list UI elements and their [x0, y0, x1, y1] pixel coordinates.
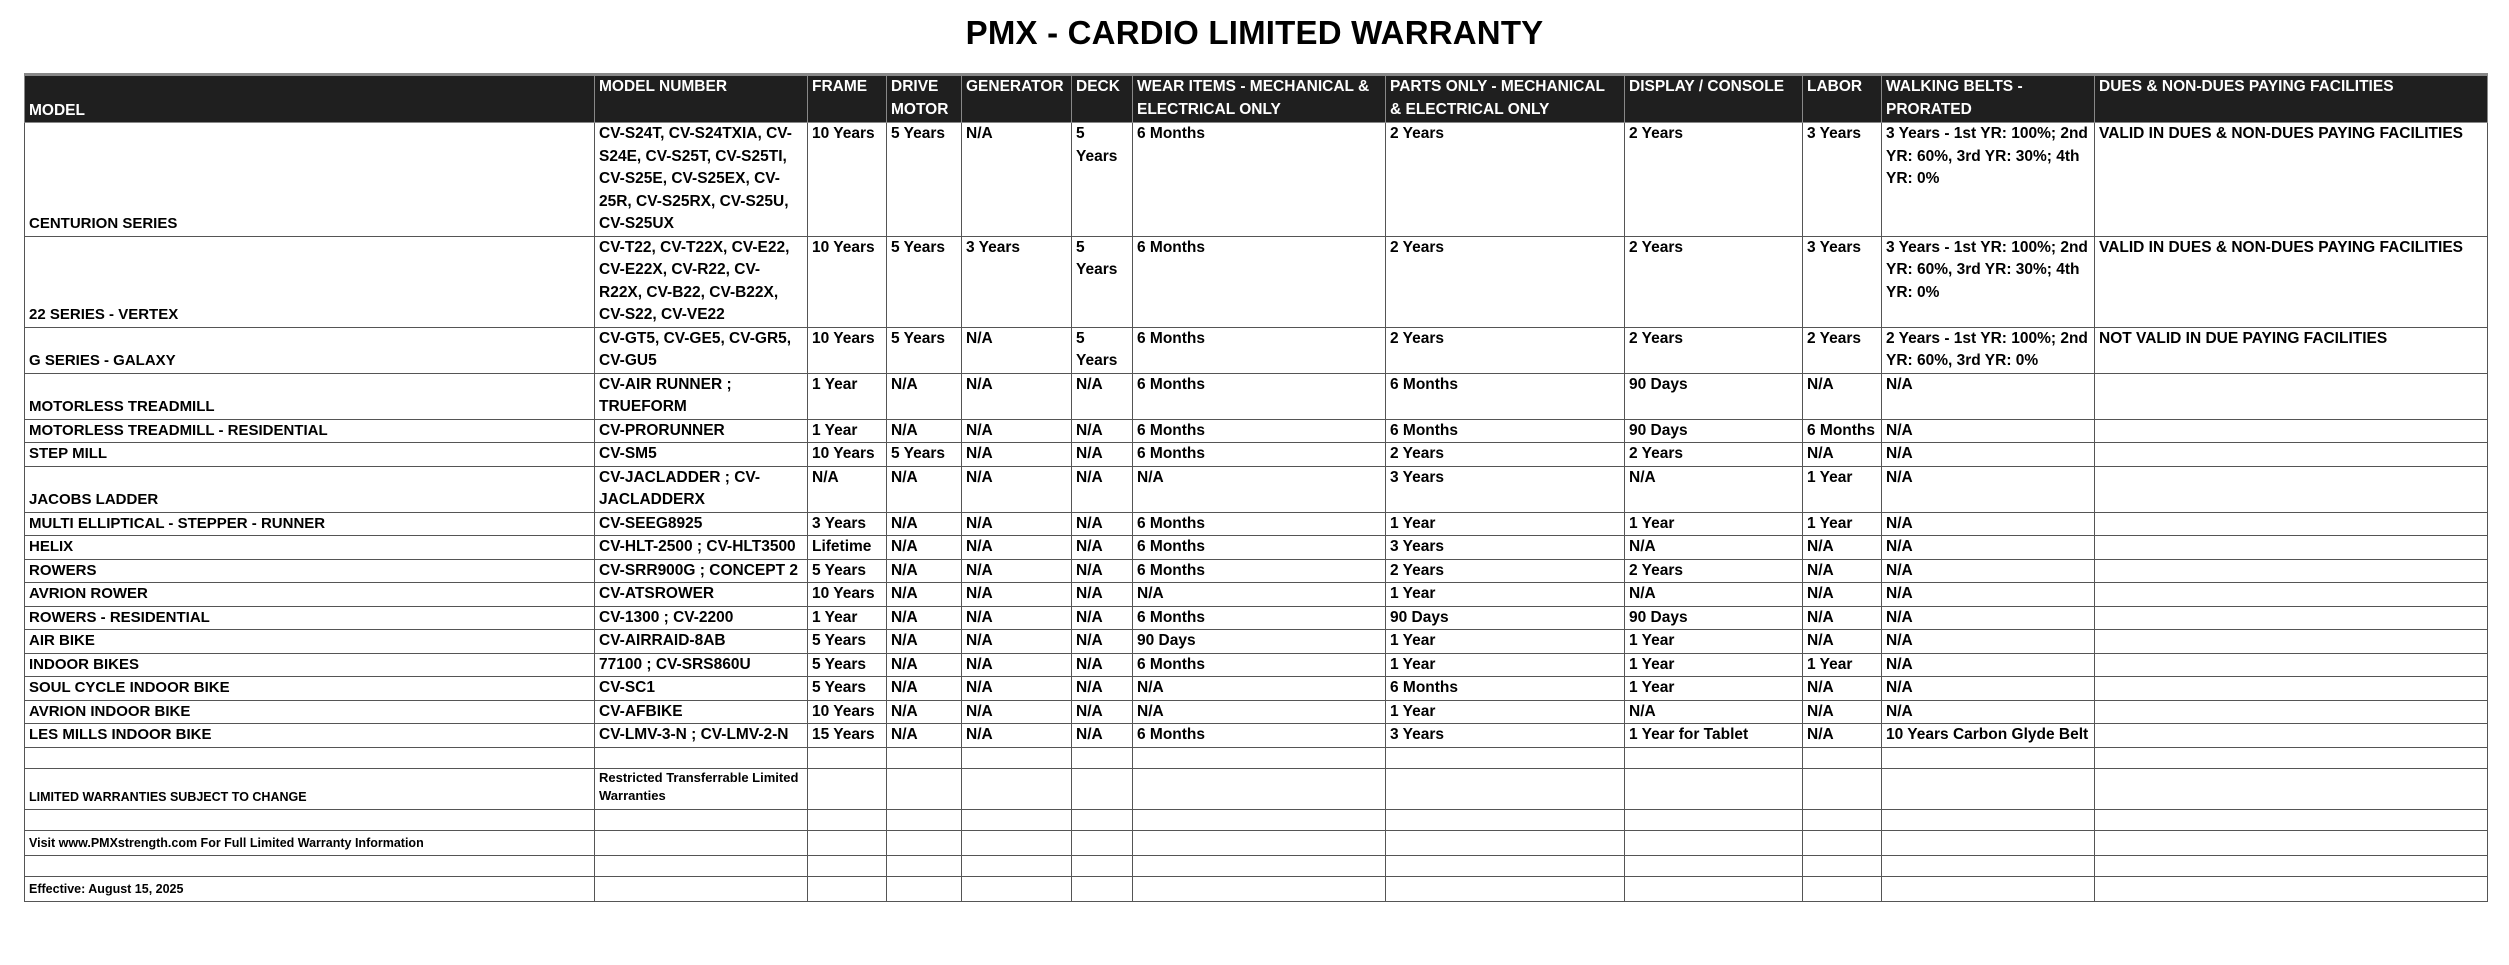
cell-deck: N/A: [1072, 724, 1133, 748]
cell-generator: N/A: [962, 123, 1072, 237]
cell-model: ROWERS: [25, 559, 595, 583]
header-drive-motor: DRIVE MOTOR: [887, 75, 962, 123]
cell-drive-motor: N/A: [887, 700, 962, 724]
cell-parts-only: 1 Year: [1386, 700, 1625, 724]
cell-walking-belts: N/A: [1882, 630, 2095, 654]
cell-parts-only: 90 Days: [1386, 606, 1625, 630]
cell-deck: 5 Years: [1072, 236, 1133, 327]
cell-dues: [2095, 443, 2488, 467]
cell-walking-belts: 2 Years - 1st YR: 100%; 2nd YR: 60%, 3rd YR: 0%: [1882, 327, 2095, 373]
table-row: [25, 724, 2488, 748]
table-row: [25, 606, 2488, 630]
cell-frame: 1 Year: [808, 606, 887, 630]
cell-dues: [2095, 606, 2488, 630]
cell-frame: N/A: [808, 466, 887, 512]
cell-generator: N/A: [962, 653, 1072, 677]
cell-model-number: CV-JACLADDER ; CV-JACLADDERX: [595, 466, 808, 512]
cell-drive-motor: N/A: [887, 466, 962, 512]
cell-frame: 3 Years: [808, 512, 887, 536]
cell-wear-items: N/A: [1133, 677, 1386, 701]
cell-labor: N/A: [1803, 583, 1882, 607]
cell-model: MOTORLESS TREADMILL - RESIDENTIAL: [25, 419, 595, 443]
cell-walking-belts: N/A: [1882, 606, 2095, 630]
cell-drive-motor: N/A: [887, 536, 962, 560]
cell-model-number: CV-S24T, CV-S24TXIA, CV-S24E, CV-S25T, CV-S25TI, CV-S25E, CV-S25EX, CV-25R, CV-S25RX, CV-S25U, CV-S25UX: [595, 123, 808, 237]
cell-frame: 5 Years: [808, 559, 887, 583]
header-wear-items: WEAR ITEMS - MECHANICAL & ELECTRICAL ONLY: [1133, 75, 1386, 123]
cell-walking-belts: N/A: [1882, 700, 2095, 724]
cell-wear-items: 6 Months: [1133, 443, 1386, 467]
cell-drive-motor: N/A: [887, 724, 962, 748]
footer-row-visit: [25, 830, 2488, 855]
cell-frame: 10 Years: [808, 123, 887, 237]
cell-display-console: 2 Years: [1625, 559, 1803, 583]
cell-wear-items: N/A: [1133, 583, 1386, 607]
footer-row-effective: [25, 876, 2488, 901]
cell-deck: N/A: [1072, 583, 1133, 607]
table-row: [25, 443, 2488, 467]
cell-wear-items: 6 Months: [1133, 419, 1386, 443]
cell-model: JACOBS LADDER: [25, 466, 595, 512]
cell-wear-items: 6 Months: [1133, 123, 1386, 237]
cell-deck: N/A: [1072, 443, 1133, 467]
cell-frame: 5 Years: [808, 630, 887, 654]
cell-drive-motor: N/A: [887, 583, 962, 607]
cell-deck: N/A: [1072, 373, 1133, 419]
cell-display-console: 90 Days: [1625, 419, 1803, 443]
cell-wear-items: 6 Months: [1133, 373, 1386, 419]
header-dues: DUES & NON-DUES PAYING FACILITIES: [2095, 75, 2488, 123]
cell-parts-only: 1 Year: [1386, 653, 1625, 677]
cell-model: G SERIES - GALAXY: [25, 327, 595, 373]
cell-wear-items: N/A: [1133, 700, 1386, 724]
cell-frame: 10 Years: [808, 583, 887, 607]
cell-parts-only: 6 Months: [1386, 373, 1625, 419]
cell-dues: [2095, 466, 2488, 512]
cell-generator: N/A: [962, 443, 1072, 467]
table-row: [25, 677, 2488, 701]
cell-display-console: 90 Days: [1625, 373, 1803, 419]
cell-drive-motor: N/A: [887, 559, 962, 583]
cell-wear-items: 6 Months: [1133, 236, 1386, 327]
page-title: PMX - CARDIO LIMITED WARRANTY: [965, 14, 1544, 51]
cell-generator: N/A: [962, 630, 1072, 654]
cell-frame: 5 Years: [808, 653, 887, 677]
cell-walking-belts: 3 Years - 1st YR: 100%; 2nd YR: 60%, 3rd YR: 30%; 4th YR: 0%: [1882, 123, 2095, 237]
cell-labor: 3 Years: [1803, 123, 1882, 237]
cell-dues: [2095, 583, 2488, 607]
cell-model-number: CV-SM5: [595, 443, 808, 467]
cell-wear-items: 6 Months: [1133, 653, 1386, 677]
cell-model-number: CV-SRR900G ; CONCEPT 2: [595, 559, 808, 583]
cell-model-number: CV-AFBIKE: [595, 700, 808, 724]
cell-dues: [2095, 700, 2488, 724]
cell-model-number: CV-AIRRAID-8AB: [595, 630, 808, 654]
cell-labor: N/A: [1803, 677, 1882, 701]
header-row: [25, 75, 2488, 123]
table-row: [25, 559, 2488, 583]
cell-dues: [2095, 653, 2488, 677]
cell-model: AIR BIKE: [25, 630, 595, 654]
effective-date: Effective: August 15, 2025: [25, 876, 595, 901]
cell-walking-belts: N/A: [1882, 466, 2095, 512]
cell-deck: N/A: [1072, 700, 1133, 724]
warranty-table: [24, 73, 2488, 902]
cell-walking-belts: N/A: [1882, 419, 2095, 443]
cell-parts-only: 2 Years: [1386, 443, 1625, 467]
cell-wear-items: 6 Months: [1133, 559, 1386, 583]
table-row: [25, 373, 2488, 419]
cell-deck: 5 Years: [1072, 123, 1133, 237]
cell-labor: 2 Years: [1803, 327, 1882, 373]
cell-model: 22 SERIES - VERTEX: [25, 236, 595, 327]
cell-deck: N/A: [1072, 419, 1133, 443]
cell-display-console: 2 Years: [1625, 236, 1803, 327]
cell-generator: N/A: [962, 536, 1072, 560]
cell-generator: N/A: [962, 677, 1072, 701]
cell-dues: NOT VALID IN DUE PAYING FACILITIES: [2095, 327, 2488, 373]
cell-parts-only: 3 Years: [1386, 536, 1625, 560]
cell-labor: N/A: [1803, 606, 1882, 630]
cell-display-console: 1 Year: [1625, 677, 1803, 701]
cell-display-console: 2 Years: [1625, 443, 1803, 467]
cell-walking-belts: N/A: [1882, 443, 2095, 467]
cell-model-number: 77100 ; CV-SRS860U: [595, 653, 808, 677]
cell-drive-motor: 5 Years: [887, 327, 962, 373]
cell-display-console: 1 Year: [1625, 512, 1803, 536]
cell-generator: N/A: [962, 512, 1072, 536]
cell-model-number: CV-LMV-3-N ; CV-LMV-2-N: [595, 724, 808, 748]
cell-labor: N/A: [1803, 700, 1882, 724]
cell-labor: N/A: [1803, 724, 1882, 748]
table-row: [25, 327, 2488, 373]
cell-parts-only: 2 Years: [1386, 559, 1625, 583]
cell-labor: 6 Months: [1803, 419, 1882, 443]
header-walking-belts: WALKING BELTS - PRORATED: [1882, 75, 2095, 123]
table-row: [25, 419, 2488, 443]
cell-parts-only: 6 Months: [1386, 419, 1625, 443]
cell-generator: N/A: [962, 606, 1072, 630]
cell-display-console: N/A: [1625, 466, 1803, 512]
cell-drive-motor: 5 Years: [887, 443, 962, 467]
spacer-row: [25, 747, 2488, 768]
spacer-row: [25, 809, 2488, 830]
cell-deck: N/A: [1072, 653, 1133, 677]
cell-labor: 1 Year: [1803, 512, 1882, 536]
cell-display-console: 1 Year for Tablet: [1625, 724, 1803, 748]
cell-generator: N/A: [962, 373, 1072, 419]
cell-frame: Lifetime: [808, 536, 887, 560]
cell-wear-items: N/A: [1133, 466, 1386, 512]
cell-display-console: N/A: [1625, 583, 1803, 607]
cell-model: LES MILLS INDOOR BIKE: [25, 724, 595, 748]
cell-drive-motor: N/A: [887, 512, 962, 536]
cell-dues: VALID IN DUES & NON-DUES PAYING FACILITIES: [2095, 236, 2488, 327]
cell-drive-motor: N/A: [887, 373, 962, 419]
cell-model: MOTORLESS TREADMILL: [25, 373, 595, 419]
cell-parts-only: 6 Months: [1386, 677, 1625, 701]
cell-deck: N/A: [1072, 536, 1133, 560]
cell-generator: N/A: [962, 559, 1072, 583]
cell-labor: N/A: [1803, 373, 1882, 419]
cell-deck: N/A: [1072, 677, 1133, 701]
cell-generator: N/A: [962, 466, 1072, 512]
cell-labor: N/A: [1803, 443, 1882, 467]
cell-frame: 10 Years: [808, 236, 887, 327]
table-row: [25, 583, 2488, 607]
cell-model-number: CV-SC1: [595, 677, 808, 701]
table-row: [25, 700, 2488, 724]
cell-parts-only: 1 Year: [1386, 512, 1625, 536]
footer-row-subject: [25, 768, 2488, 809]
cell-walking-belts: 10 Years Carbon Glyde Belt: [1882, 724, 2095, 748]
cell-wear-items: 90 Days: [1133, 630, 1386, 654]
cell-display-console: 1 Year: [1625, 653, 1803, 677]
cell-parts-only: 3 Years: [1386, 466, 1625, 512]
header-model: MODEL: [25, 75, 595, 123]
cell-dues: [2095, 630, 2488, 654]
cell-walking-belts: 3 Years - 1st YR: 100%; 2nd YR: 60%, 3rd YR: 30%; 4th YR: 0%: [1882, 236, 2095, 327]
cell-walking-belts: N/A: [1882, 653, 2095, 677]
cell-parts-only: 1 Year: [1386, 583, 1625, 607]
cell-display-console: N/A: [1625, 536, 1803, 560]
cell-display-console: 1 Year: [1625, 630, 1803, 654]
cell-deck: N/A: [1072, 559, 1133, 583]
cell-deck: N/A: [1072, 630, 1133, 654]
cell-model-number: CV-PRORUNNER: [595, 419, 808, 443]
cell-dues: [2095, 559, 2488, 583]
cell-labor: N/A: [1803, 630, 1882, 654]
cell-dues: [2095, 373, 2488, 419]
cell-wear-items: 6 Months: [1133, 327, 1386, 373]
cell-parts-only: 3 Years: [1386, 724, 1625, 748]
cell-parts-only: 2 Years: [1386, 327, 1625, 373]
cell-drive-motor: N/A: [887, 677, 962, 701]
table-row: [25, 123, 2488, 237]
cell-dues: [2095, 724, 2488, 748]
cell-deck: N/A: [1072, 512, 1133, 536]
cell-labor: 1 Year: [1803, 466, 1882, 512]
cell-dues: [2095, 419, 2488, 443]
cell-generator: N/A: [962, 419, 1072, 443]
cell-deck: N/A: [1072, 466, 1133, 512]
cell-frame: 1 Year: [808, 373, 887, 419]
cell-display-console: 2 Years: [1625, 327, 1803, 373]
cell-generator: N/A: [962, 700, 1072, 724]
cell-wear-items: 6 Months: [1133, 512, 1386, 536]
table-row: [25, 512, 2488, 536]
cell-labor: 1 Year: [1803, 653, 1882, 677]
cell-walking-belts: N/A: [1882, 583, 2095, 607]
cell-walking-belts: N/A: [1882, 373, 2095, 419]
cell-display-console: N/A: [1625, 700, 1803, 724]
cell-drive-motor: N/A: [887, 419, 962, 443]
cell-walking-belts: N/A: [1882, 536, 2095, 560]
cell-wear-items: 6 Months: [1133, 724, 1386, 748]
visit-website-note: Visit www.PMXstrength.com For Full Limited Warranty Information: [25, 830, 595, 855]
cell-wear-items: 6 Months: [1133, 536, 1386, 560]
table-row: [25, 536, 2488, 560]
cell-model-number: CV-HLT-2500 ; CV-HLT3500: [595, 536, 808, 560]
cell-model-number: CV-1300 ; CV-2200: [595, 606, 808, 630]
header-model-number: MODEL NUMBER: [595, 75, 808, 123]
cell-model: CENTURION SERIES: [25, 123, 595, 237]
cell-model-number: CV-T22, CV-T22X, CV-E22, CV-E22X, CV-R22, CV-R22X, CV-B22, CV-B22X, CV-S22, CV-VE22: [595, 236, 808, 327]
cell-model: HELIX: [25, 536, 595, 560]
cell-frame: 10 Years: [808, 700, 887, 724]
cell-frame: 15 Years: [808, 724, 887, 748]
cell-parts-only: 2 Years: [1386, 123, 1625, 237]
table-row: [25, 236, 2488, 327]
cell-model: AVRION ROWER: [25, 583, 595, 607]
cell-parts-only: 1 Year: [1386, 630, 1625, 654]
header-labor: LABOR: [1803, 75, 1882, 123]
cell-generator: N/A: [962, 327, 1072, 373]
table-row: [25, 630, 2488, 654]
cell-dues: [2095, 512, 2488, 536]
cell-walking-belts: N/A: [1882, 559, 2095, 583]
cell-frame: 10 Years: [808, 443, 887, 467]
header-generator: GENERATOR: [962, 75, 1072, 123]
header-display-console: DISPLAY / CONSOLE: [1625, 75, 1803, 123]
spacer-row: [25, 855, 2488, 876]
table-row: [25, 466, 2488, 512]
cell-model-number: CV-AIR RUNNER ; TRUEFORM: [595, 373, 808, 419]
cell-model: MULTI ELLIPTICAL - STEPPER - RUNNER: [25, 512, 595, 536]
cell-deck: N/A: [1072, 606, 1133, 630]
cell-parts-only: 2 Years: [1386, 236, 1625, 327]
cell-model-number: CV-SEEG8925: [595, 512, 808, 536]
cell-drive-motor: 5 Years: [887, 236, 962, 327]
cell-frame: 1 Year: [808, 419, 887, 443]
cell-display-console: 90 Days: [1625, 606, 1803, 630]
cell-dues: [2095, 677, 2488, 701]
cell-walking-belts: N/A: [1882, 677, 2095, 701]
cell-drive-motor: N/A: [887, 653, 962, 677]
cell-drive-motor: N/A: [887, 630, 962, 654]
table-row: [25, 653, 2488, 677]
cell-dues: VALID IN DUES & NON-DUES PAYING FACILITIES: [2095, 123, 2488, 237]
transferable-note: Restricted Transferrable Limited Warranties: [595, 768, 808, 809]
cell-labor: N/A: [1803, 536, 1882, 560]
cell-model: ROWERS - RESIDENTIAL: [25, 606, 595, 630]
cell-labor: N/A: [1803, 559, 1882, 583]
cell-model: AVRION INDOOR BIKE: [25, 700, 595, 724]
header-frame: FRAME: [808, 75, 887, 123]
cell-drive-motor: 5 Years: [887, 123, 962, 237]
cell-generator: N/A: [962, 583, 1072, 607]
cell-deck: 5 Years: [1072, 327, 1133, 373]
cell-model-number: CV-GT5, CV-GE5, CV-GR5, CV-GU5: [595, 327, 808, 373]
cell-display-console: 2 Years: [1625, 123, 1803, 237]
cell-generator: 3 Years: [962, 236, 1072, 327]
cell-dues: [2095, 536, 2488, 560]
cell-generator: N/A: [962, 724, 1072, 748]
header-deck: DECK: [1072, 75, 1133, 123]
cell-drive-motor: N/A: [887, 606, 962, 630]
subject-to-change-note: LIMITED WARRANTIES SUBJECT TO CHANGE: [25, 768, 595, 809]
cell-wear-items: 6 Months: [1133, 606, 1386, 630]
cell-labor: 3 Years: [1803, 236, 1882, 327]
cell-model: SOUL CYCLE INDOOR BIKE: [25, 677, 595, 701]
cell-model-number: CV-ATSROWER: [595, 583, 808, 607]
cell-model: STEP MILL: [25, 443, 595, 467]
cell-model: INDOOR BIKES: [25, 653, 595, 677]
cell-frame: 5 Years: [808, 677, 887, 701]
header-parts-only: PARTS ONLY - MECHANICAL & ELECTRICAL ONLY: [1386, 75, 1625, 123]
cell-frame: 10 Years: [808, 327, 887, 373]
cell-walking-belts: N/A: [1882, 512, 2095, 536]
